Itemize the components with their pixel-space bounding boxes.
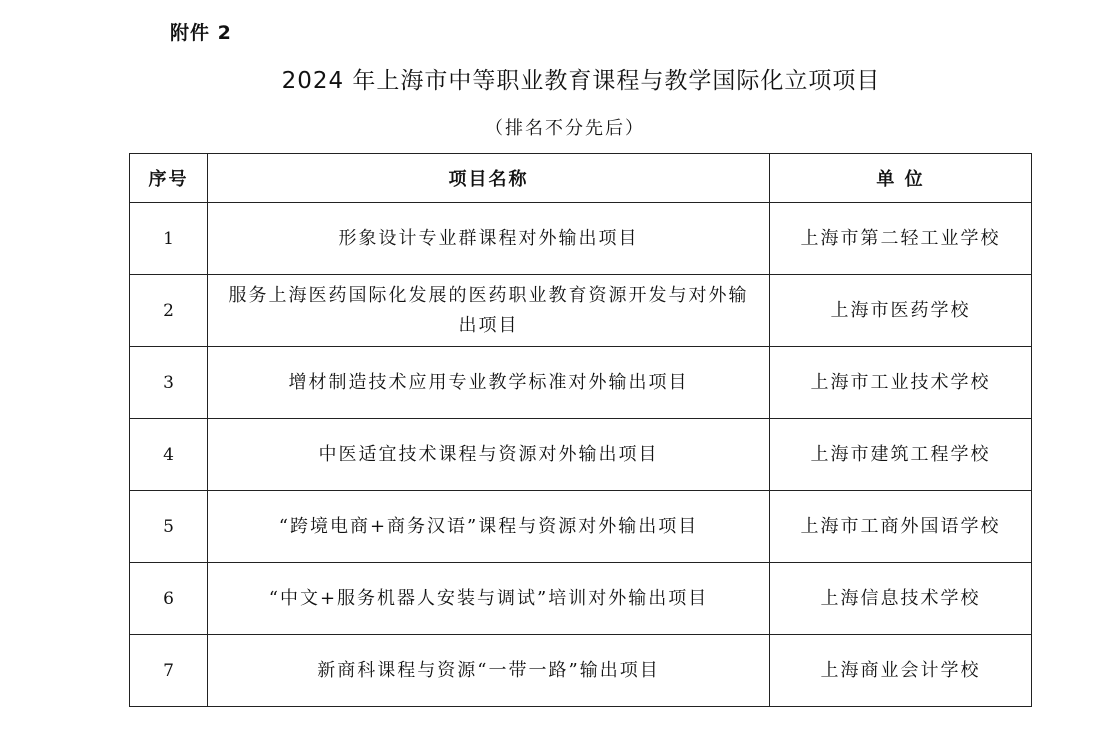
unit-name: 上海市工商外国语学校 — [770, 491, 1032, 563]
row-number: 3 — [130, 347, 208, 419]
column-header-project-name: 项目名称 — [208, 154, 770, 203]
table-row — [130, 419, 1032, 491]
row-number: 4 — [130, 419, 208, 491]
table-row — [130, 275, 1032, 347]
row-number: 7 — [130, 635, 208, 707]
table-row — [130, 563, 1032, 635]
project-name: 中医适宜技术课程与资源对外输出项目 — [208, 419, 770, 491]
unit-name: 上海信息技术学校 — [770, 563, 1032, 635]
row-number: 5 — [130, 491, 208, 563]
unit-name: 上海市医药学校 — [770, 275, 1032, 347]
table-row — [130, 635, 1032, 707]
project-name: 新商科课程与资源“一带一路”输出项目 — [208, 635, 770, 707]
document-subtitle: （排名不分先后） — [485, 118, 645, 139]
project-name: “中文+服务机器人安装与调试”培训对外输出项目 — [208, 563, 770, 635]
project-table — [129, 153, 1032, 707]
column-header-unit: 单 位 — [770, 154, 1032, 203]
unit-name: 上海市建筑工程学校 — [770, 419, 1032, 491]
table-row — [130, 491, 1032, 563]
row-number: 2 — [130, 275, 208, 347]
row-number: 6 — [130, 563, 208, 635]
row-number: 1 — [130, 203, 208, 275]
attachment-label: 附件 2 — [170, 22, 232, 44]
column-header-number: 序号 — [130, 154, 208, 203]
document-title: 2024 年上海市中等职业教育课程与教学国际化立项项目 — [281, 68, 881, 94]
project-name: 形象设计专业群课程对外输出项目 — [208, 203, 770, 275]
project-name: 增材制造技术应用专业教学标准对外输出项目 — [208, 347, 770, 419]
unit-name: 上海市第二轻工业学校 — [770, 203, 1032, 275]
table-header-row — [130, 154, 1032, 203]
unit-name: 上海市工业技术学校 — [770, 347, 1032, 419]
unit-name: 上海商业会计学校 — [770, 635, 1032, 707]
table-row — [130, 203, 1032, 275]
project-name: 服务上海医药国际化发展的医药职业教育资源开发与对外输出项目 — [208, 275, 770, 347]
table-row — [130, 347, 1032, 419]
project-name: “跨境电商+商务汉语”课程与资源对外输出项目 — [208, 491, 770, 563]
